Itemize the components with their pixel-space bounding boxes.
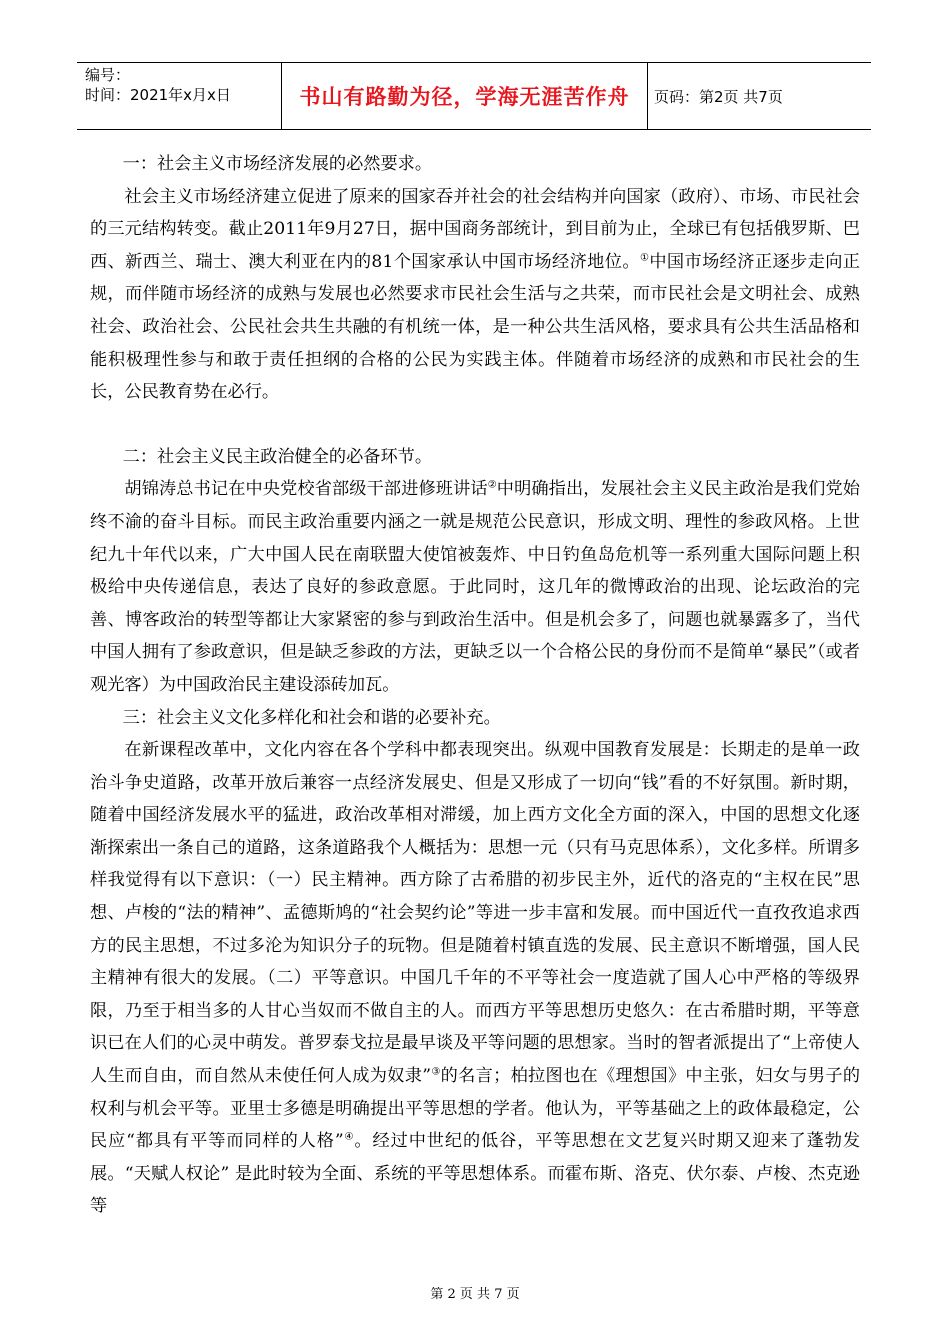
s2-text-b: 中明确指出，发展社会主义民主政治是我们党始终不渝的奋斗目标。而民主政治重要内涵之一就是规范公民意识，形成文明、理性的参政风格。上世纪九十年代以来，广大中国人民在南联盟大使馆被轰炸、中日钓鱼岛危机等一系列重大国际问题上积极给中央传递信息，表达了良好的参政意愿。于此同时，这几年的微博政治的出现、论坛政治的完善、博客政治的转型等都让大家紧密的参与到政治生活中。但是机会多了，问题也就暴露多了，当代中国人拥有了参政意识，但是缺乏参政的方法，更缺乏以一个合格公民的身份而不是简单“暴民”（或者观光客）为中国政治民主建设添砖加瓦。 [90,479,860,695]
s3-text-b: 的名言；柏拉图也在《理想国》中主张，妇女与男子的权利与机会平等。亚里士多德是明确提出平等思想的学者。他认为，平等基础之上的政体最稳定，公民应“都具有平等而同样的人格” [90,1066,861,1152]
s1-text-b: 中国市场经济正逐步走向正规，而伴随市场经济的成熟与发展也必然要求市民社会生活与之共荣，而市民社会是文明社会、成熟社会、政治社会、公民社会共生共融的有机统一体，是一种公共生活风格，要求具有公共生活品格和能积极理性参与和敢于责任担纲的合格的公民为实践主体。伴随着市场经济的成熟和市民社会的生长，公民教育势在必行。 [90,251,860,403]
document-body [90,148,860,1223]
footnote-ref-2: ② [487,479,497,491]
footnote-ref-4: ④ [343,1131,355,1143]
paragraph-gap [90,409,860,441]
header-motto: 书山有路勤为径，学海无涯苦作舟 [282,63,648,129]
page-footer: 第 2 页 共 7 页 [430,1287,520,1302]
s3-text-c: 。经过中世纪的低谷，平等思想在文艺复兴时期又迎来了蓬勃发展。“天赋人权论” 是此时较为全面、系统的平等思想体系。而霍布斯、洛克、伏尔泰、卢梭、杰克逊等 [90,1131,861,1217]
section-3-paragraph [90,734,860,1223]
header-page-info: 页码：第2页 共7页 [654,87,783,106]
section-2-paragraph [90,473,860,701]
s1-text-a: 社会主义市场经济建立促进了原来的国家吞并社会的社会结构并向国家（政府）、市场、市民社会的三元结构转变。截止2011年9月27日，据中国商务部统计，到目前为止，全球已有包括俄罗斯、巴西、新西兰、瑞士、澳大利亚在内的81个国家承认中国市场经济地位。 [90,186,860,272]
footnote-ref-3: ③ [431,1066,441,1078]
footnote-ref-1: ① [639,252,650,264]
s3-text-a: 在新课程改革中，文化内容在各个学科中都表现突出。纵观中国教育发展是：长期走的是单一政治斗争史道路，改革开放后兼容一点经济发展史、但是又形成了一切向“钱”看的不好氛围。新时期，随着中国经济发展水平的猛进，政治改革相对滞缓，加上西方文化全方面的深入，中国的思想文化逐渐探索出一条自己的道路，这条道路我个人概括为：思想一元（只有马克思体系），文化多样。所谓多样我觉得有以下意识：（一）民主精神。西方除了古希腊的初步民主外，近代的洛克的“主权在民”思想、卢梭的“法的精神”、孟德斯鸠的“社会契约论”等进一步丰富和发展。而中国近代一直孜孜追求西方的民主思想，不过多沦为知识分子的玩物。但是随着村镇直选的发展、民主意识不断增强，国人民主精神有很大的发展。（二）平等意识。中国几千年的不平等社会一度造就了国人心中严格的等级界限，乃至于相当多的人甘心当奴而不做自主的人。而西方平等思想历史悠久：在古希腊时期，平等意识已在人们的心灵中萌发。普罗泰戈拉是最早谈及平等问题的思想家。当时的智者派提出了“上帝使人人生而自由，而自然从未使任何人成为奴隶” [90,740,860,1087]
header-left-cell [77,63,282,129]
document-header [77,62,871,130]
time-label: 时间：2021年x月x日 [85,86,231,104]
section-1-heading: 一：社会主义市场经济发展的必然要求。 [122,154,433,174]
section-1-paragraph [90,181,860,409]
serial-label: 编号： [85,66,131,84]
s2-text-a: 胡锦涛总书记在中央党校省部级干部进修班讲话 [124,479,488,500]
section-2-heading: 二：社会主义民主政治健全的必备环节。 [122,446,433,467]
section-3-heading: 三：社会主义文化多样化和社会和谐的必要补充。 [122,707,501,728]
